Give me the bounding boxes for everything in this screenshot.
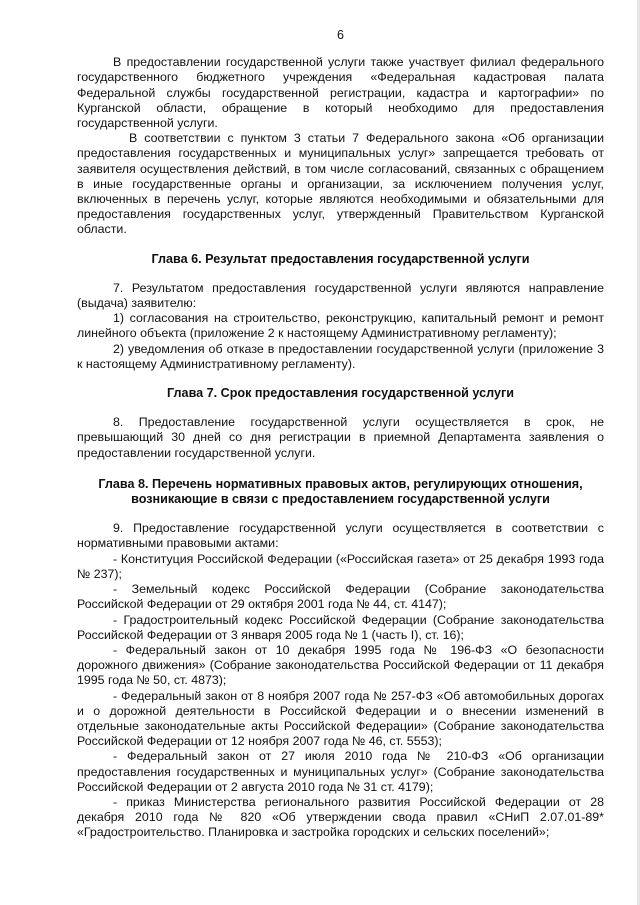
chapter-7-heading: Глава 7. Срок предоставления государственной услуги	[167, 386, 514, 401]
law-item-257-fz: - Федеральный закон от 8 ноября 2007 года № 257-ФЗ «Об автомобильных дорогах и о дорожной деятельности в Российской Федерации и о внесении изменений в отдельные законодательные акты Российской Федерации» (Собрание законодательства Российской Федерации от 12 ноября 2007 года № 46, ст. 5553);	[77, 688, 604, 749]
intro-paragraph-2: В соответствии с пунктом 3 статьи 7 Федерального закона «Об организации предоставления государственных и муниципальных услуг» запрещается требовать от заявителя осуществления действий, в том числе согласований, связанных с обращением в иные государственные органы и организации, за исключением получения услуг, включенных в перечень услуг, которые являются необходимыми и обязательными для предоставления государственных услуг, утвержденный Правительством Курганской области.	[77, 131, 604, 237]
law-item-land-code: - Земельный кодекс Российской Федерации (Собрание законодательства Российской Федерации от 29 октября 2001 года № 44, ст. 4147);	[77, 582, 604, 612]
chapter-8-heading-line-1: Глава 8. Перечень нормативных правовых актов, регулирующих отношения,	[98, 476, 583, 491]
chapter-6-item-1: 1) согласования на строительство, реконструкцию, капитальный ремонт и ремонт линейного объекта (приложение 2 к настоящему Административному регламенту);	[77, 311, 604, 341]
chapter-6-paragraph: 7. Результатом предоставления государственной услуги являются направление (выдача) заявителю:	[77, 280, 604, 311]
law-item-urban-code: - Градостроительный кодекс Российской Федерации (Собрание законодательства Российской Федерации от 3 января 2005 года № 1 (часть I), ст. 16);	[77, 612, 604, 642]
page-number: 6	[337, 28, 344, 42]
law-item-196-fz: - Федеральный закон от 10 декабря 1995 года № 196-ФЗ «О безопасности дорожного движения» (Собрание законодательства Российской Федерации от 11 декабря 1995 года № 50, ст. 4873);	[77, 642, 604, 688]
intro-paragraph-1: В предоставлении государственной услуги также участвует филиал федерального государственного бюджетного учреждения «Федеральная кадастровая палата Федеральной службы государственной регистрации, кадастра и картографии» по Курганской области, обращение в который необходимо для предоставления государственной услуги.	[77, 55, 604, 131]
law-item-order-820: - приказ Министерства регионального развития Российской Федерации от 28 декабря 2010 года № 820 «Об утверждении свода правил «СНиП 2.07.01-89* «Градостроительство. Планировка и застройка городских и сельских поселений»;	[77, 794, 604, 840]
chapter-8-heading	[77, 477, 604, 507]
law-item-210-fz: - Федеральный закон от 27 июля 2010 года № 210-ФЗ «Об организации предоставления государственных и муниципальных услуг» (Собрание законодательства Российской Федерации от 2 августа 2010 года № 31 ст. 4179);	[77, 749, 604, 794]
chapter-6-item-2: 2) уведомления об отказе в предоставлении государственной услуги (приложение 3 к настоящему Административному регламенту).	[77, 341, 604, 371]
chapter-8-heading-line-2: возникающие в связи с предоставлением государственной услуги	[131, 492, 550, 507]
chapter-7-paragraph: 8. Предоставление государственной услуги осуществляется в срок, не превышающий 30 дней со дня регистрации в приемной Департамента заявления о предоставлении государственной услуги.	[77, 415, 604, 460]
chapter-8-paragraph: 9. Предоставление государственной услуги осуществляется в соответствии с нормативными правовыми актами:	[77, 521, 604, 551]
chapter-6-heading: Глава 6. Результат предоставления государственной услуги	[151, 251, 530, 266]
law-item-constitution: - Конституция Российской Федерации («Российская газета» от 25 декабря 1993 года № 237);	[77, 551, 604, 581]
